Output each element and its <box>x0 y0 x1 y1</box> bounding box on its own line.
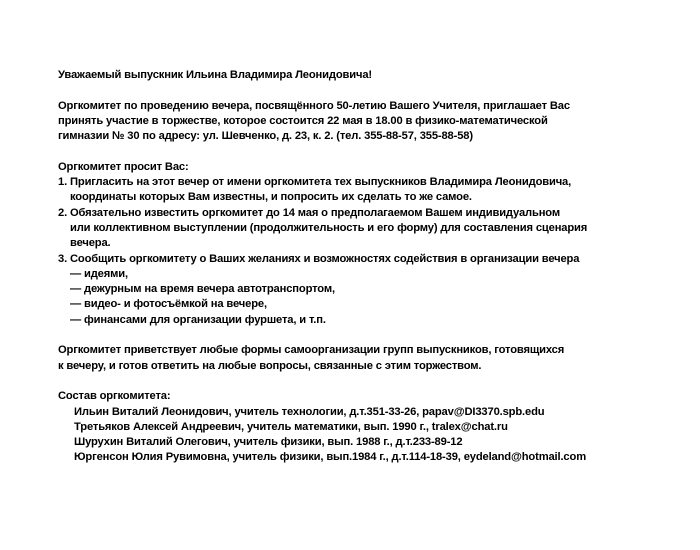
committee-member: Шурухин Виталий Олегович, учитель физики, вып. 1988 г., д.т.233-89-12 <box>74 436 463 449</box>
spacer <box>58 83 694 98</box>
spacer <box>58 328 694 343</box>
spacer <box>58 374 694 389</box>
request-line: координаты которых Вам известны, и попросить их сделать то же самое. <box>70 191 472 204</box>
request-line: 3. Сообщить оргкомитету о Ваших желаниях и возможностях содействия в организации вечера <box>58 252 580 265</box>
request-item-2 <box>58 206 694 252</box>
welcome-paragraph <box>58 343 694 374</box>
invitation-paragraph <box>58 99 694 145</box>
request-line: или коллективном выступлении (продолжительность и его форму) для составления сценария <box>70 221 588 234</box>
request-subitem: — финансами для организации фуршета, и т.п. <box>70 313 326 326</box>
spacer <box>58 144 694 159</box>
welcome-line: Оргкомитет приветствует любые формы самоорганизации групп выпускников, готовящихся <box>58 344 565 357</box>
invitation-letter <box>58 68 694 466</box>
committee-section <box>58 389 694 465</box>
request-line: 2. Обязательно известить оргкомитет до 14 мая о предполагаемом Вашем индивидуальном <box>58 206 560 219</box>
request-item-1 <box>58 175 694 206</box>
request-line: 1. Пригласить на этот вечер от имени оргкомитета тех выпускников Владимира Леонидовича, <box>58 176 572 189</box>
greeting: Уважаемый выпускник Ильина Владимира Леонидовича! <box>58 69 372 81</box>
invitation-line: гимназии № 30 по адресу: ул. Шевченко, д. 23, к. 2. (тел. 355-88-57, 355-88-58) <box>58 130 473 143</box>
request-subitem: — видео- и фотосъёмкой на вечере, <box>70 298 267 311</box>
committee-member: Юргенсон Юлия Рувимовна, учитель физики, вып.1984 г., д.т.114-18-39, eydeland@hotmail.com <box>74 451 586 464</box>
welcome-line: к вечеру, и готов ответить на любые вопросы, связанные с этим торжеством. <box>58 359 482 372</box>
invitation-line: принять участие в торжестве, которое состоится 22 мая в 18.00 в физико-математической <box>58 114 548 127</box>
request-subitem: — идеями, <box>70 267 128 280</box>
requests-section <box>58 160 694 328</box>
committee-member: Ильин Виталий Леонидович, учитель технологии, д.т.351-33-26, papav@DI3370.spb.edu <box>74 405 545 418</box>
invitation-line: Оргкомитет по проведению вечера, посвящённого 50-летию Вашего Учителя, приглашает Вас <box>58 99 570 112</box>
requests-heading: Оргкомитет просит Вас: <box>58 160 189 173</box>
request-line: вечера. <box>70 237 111 250</box>
request-item-3 <box>58 252 694 328</box>
request-subitem: — дежурным на время вечера автотранспортом, <box>70 283 335 296</box>
committee-heading: Состав оргкомитета: <box>58 390 171 403</box>
committee-member: Третьяков Алексей Андреевич, учитель математики, вып. 1990 г., tralex@chat.ru <box>74 420 508 433</box>
